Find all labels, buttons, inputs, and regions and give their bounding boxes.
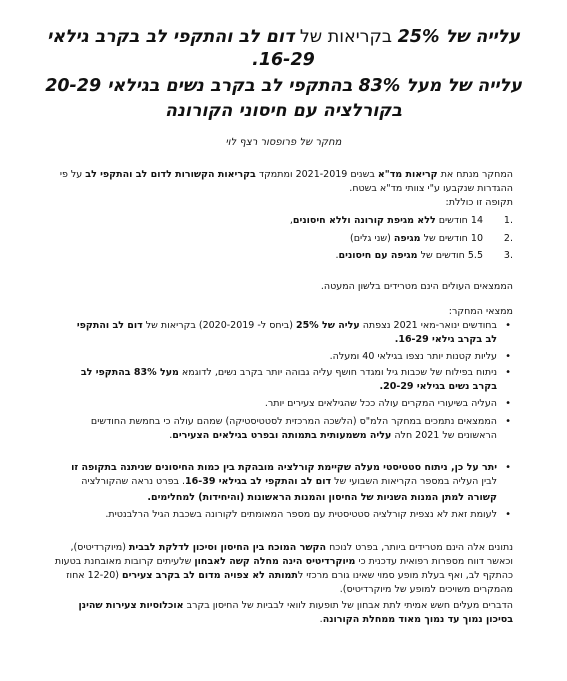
period-item-2: .2 10 חודשים של מגיפה (שני גלים) xyxy=(350,233,513,244)
finding-5: • הממצאים נתמכים במחקר הלמ"ס (הלשכה המרכזית לסטטיסטיקה) שמהם עולה כי בחמשת החודשים xyxy=(91,416,497,428)
finding-5-cont: הראשונים של 2021 חלה עליה משמעותית בתמותה ובפרט בגילאים הצעירים. xyxy=(169,430,497,441)
finding-6: • יתר על כן, ניתוח סטטיסטי מעלה שקיימת קורלציה מובהקת בין כמות החיסונים שניתנה בתקופה זו xyxy=(71,462,497,474)
conclusion-line-5: הדברים מעלים חשש אמיתי לתת אבחון של תופעות לוואי לבביות של החיסון בקרב אוכלוסיות צעירות שהינן xyxy=(78,600,513,611)
author-line: מחקר של פרופסור רצף לוי xyxy=(225,137,342,148)
finding-6-cont-2: קשורה למתן המנות השניות של החיסון והמנות הראשונות (והיחידות) למחלימים. xyxy=(147,492,497,503)
finding-7: • לעומת זאת לא נצפית קורלציה סטטיסטית עם מספר המאומתים לקורונה בשכבת הגיל הרלבנטית. xyxy=(105,509,497,521)
disturbing-note: הממצאים העולים הינם מטרידים בלשון המעטה. xyxy=(320,281,513,292)
finding-3-cont: בקרב נשים בגילאי 20-29. xyxy=(379,381,497,392)
intro-line-3: תקופה זו כוללת: xyxy=(445,197,513,208)
conclusion-line-4: מהמקרים משויכים למופע של מיוקרדיטיס). xyxy=(339,584,513,595)
conclusion-line-1: נתונים אלה הינם מטרידים ביותר, בפרט לנוכח הקשר המוכח בין החיסון וסיכון לדלקת לבבית (מיוקרדיטיס), xyxy=(70,542,513,553)
finding-6-cont-1: לבין העליה במספר הקריאות השבועי של דום לב והתקפי לב בגילאי 16-39. בפרט נראה שהקורלציה xyxy=(81,476,497,487)
intro-line-1: המחקר מנתח את קריאות מד"א בשנים 2021-2019 ומתמקד בקריאות הקשורות לדום לב והתקפי לב על פי xyxy=(59,169,513,180)
finding-2: • עליות קטנות יותר נצפו בגילאי 40 ומעלה. xyxy=(330,351,497,363)
period-item-3: .3 5.5 חודשים של מגיפה עם חיסונים. xyxy=(335,250,513,261)
conclusion-line-2: וכאשר דווח מספרות רפואית עדכנית כי מיוקרדיטיס הינה מחלה קשה לאבחון שלעיתים קרובות מאובחנת בטעות xyxy=(54,556,513,567)
finding-1-cont: לב בקרב גילאי 16-29. xyxy=(394,334,497,345)
findings-title: ממצאי המחקר: xyxy=(448,306,513,317)
finding-1: • בחודשים ינואר-מאי 2021 נצפתה עליה של 25% (ביחס ל- 2020-2019) בקריאות של דום לב והתקפי xyxy=(77,320,497,332)
title-line-4: בקורלציה עם חיסוני הקורונה xyxy=(165,101,402,121)
title-line-1: עלייה של 25% בקריאות של דום לב והתקפי לב בקרב גילאי xyxy=(47,27,520,47)
conclusion-line-3: כהתקף לב, ואף בעלת מופע סמוי שאינו גורם מרכזי לתמותה לא צפויה מדום לב בקרב צעירים (12-20 אחוז xyxy=(66,570,513,581)
intro-line-2: ההגדרות שנקבעו ע"י צוותי מד"א בשטח. xyxy=(349,183,513,194)
period-item-1: .1 14 חודשים ללא מגיפת קורונה וללא חיסונים, xyxy=(289,215,513,226)
finding-3: • ניתוח בפילוח של שכבות גיל ומגדר חושף עליה גבוהה יותר בקרב נשים, לדוגמא מעל 83% בהתקפי לב xyxy=(81,367,497,379)
conclusion-line-6: בסיכון נמוך עד נמוך מאוד ממחלת הקורונה. xyxy=(319,614,513,625)
title-line-3: עלייה של מעל 83% בהתקפי לב בקרב נשים בגילאי 20-29 xyxy=(45,76,522,96)
finding-4: • העליה בשיעורי המקרים עולה ככל שהגילאים צעירים יותר. xyxy=(265,398,497,410)
title-line-2: 16-29. xyxy=(252,50,315,70)
